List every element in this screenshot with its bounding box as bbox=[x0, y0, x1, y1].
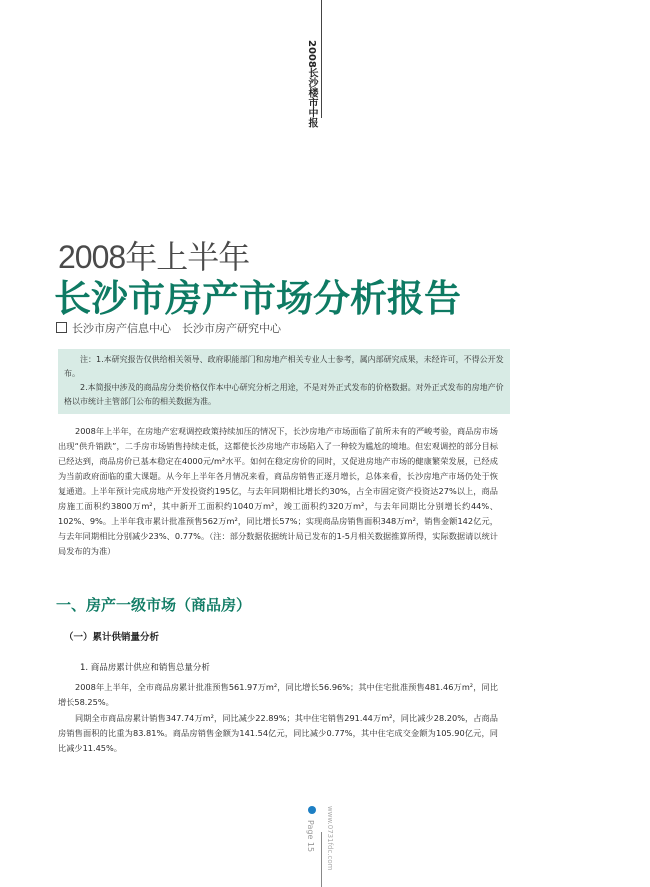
note-box bbox=[58, 349, 510, 414]
section-heading: 一、房产一级市场（商品房） bbox=[56, 596, 252, 614]
square-bullet-icon bbox=[56, 322, 67, 333]
supply-block bbox=[58, 680, 498, 710]
authors-text: 长沙市房产信息中心 长沙市房产研究中心 bbox=[72, 322, 281, 335]
subsection-heading: （一）累计供销量分析 bbox=[64, 632, 160, 643]
note-paragraph-1: 注：1.本研究报告仅供给相关领导、政府职能部门和房地产相关专业人士参考，属内部研究成果，未经许可，不得公开发布。 bbox=[64, 355, 504, 378]
footer-url: www.0731fdc.com bbox=[326, 806, 334, 871]
page-dot-icon bbox=[308, 806, 316, 814]
supply-paragraph: 2008年上半年，全市商品房累计批准预售561.97万m²，同比增长56.96%；其中住宅批准预售481.46万m²，同比增长58.25%。 bbox=[58, 682, 498, 707]
authors-line bbox=[56, 320, 281, 336]
sales-paragraph: 同期全市商品房累计销售347.74万m²，同比减少22.89%；其中住宅销售291.44万m²，同比减少28.20%，占商品房销售面积的比重为83.81%。商品房销售金额为141.54亿元，同比减少0.77%，其中住宅成交金额为105.90亿元，同比减少11.45%。 bbox=[58, 713, 498, 753]
page-number: Page 15 bbox=[306, 820, 315, 853]
sales-block bbox=[58, 711, 498, 756]
title-year: 2008年上半年 bbox=[58, 239, 250, 275]
intro-paragraph: 2008年上半年，在房地产宏观调控政策持续加压的情况下，长沙房地产市场面临了前所未有的严峻考验，商品房市场出现“供升销跌”，二手房市场销售持续走低，这都使长沙房地产市场陷入了一种较为尴尬的境地。但宏观调控的部分目标已经达到，商品房价已基本稳定在4000元/m²水平。如何在稳定房价的同时，又促进房地产市场的健康繁荣发展，已经成为当前政府面临的重大课题。从今年上半年各月情况来看，商品房销售正逐月增长，总体来看，长沙房地产市场仍处于恢复通道。上半年预计完成房地产开发投资约195亿，与去年同期相比增长约30%，占全市固定资产投资达27%以上，商品房施工面积约3800万m²，其中新开工面积约1040万m²，竣工面积约320万m²，与去年同期比分别增长约44%、102%、9%。上半年我市累计批准预售562万m²，同比增长57%；实现商品房销售面积348万m²，销售金额142亿元，与去年同期相比分别减少23%、0.77%。（注：部分数据依据统计局已发布的1-5月相关数据推算所得，实际数据请以统计局发布的为准） bbox=[58, 426, 498, 556]
running-header: 2008长沙楼市中报 bbox=[306, 40, 317, 128]
page-title: 长沙市房产市场分析报告 bbox=[54, 276, 461, 320]
intro-block bbox=[58, 424, 498, 559]
header-divider-line bbox=[321, 0, 322, 118]
footer-divider-line bbox=[321, 832, 322, 887]
item-heading: 1. 商品房累计供应和销售总量分析 bbox=[80, 663, 210, 673]
note-paragraph-2: 2.本简报中涉及的商品房分类价格仅作本中心研究分析之用途，不是对外正式发布的价格数据。对外正式发布的房地产价格以市统计主管部门公布的相关数据为准。 bbox=[64, 383, 504, 406]
